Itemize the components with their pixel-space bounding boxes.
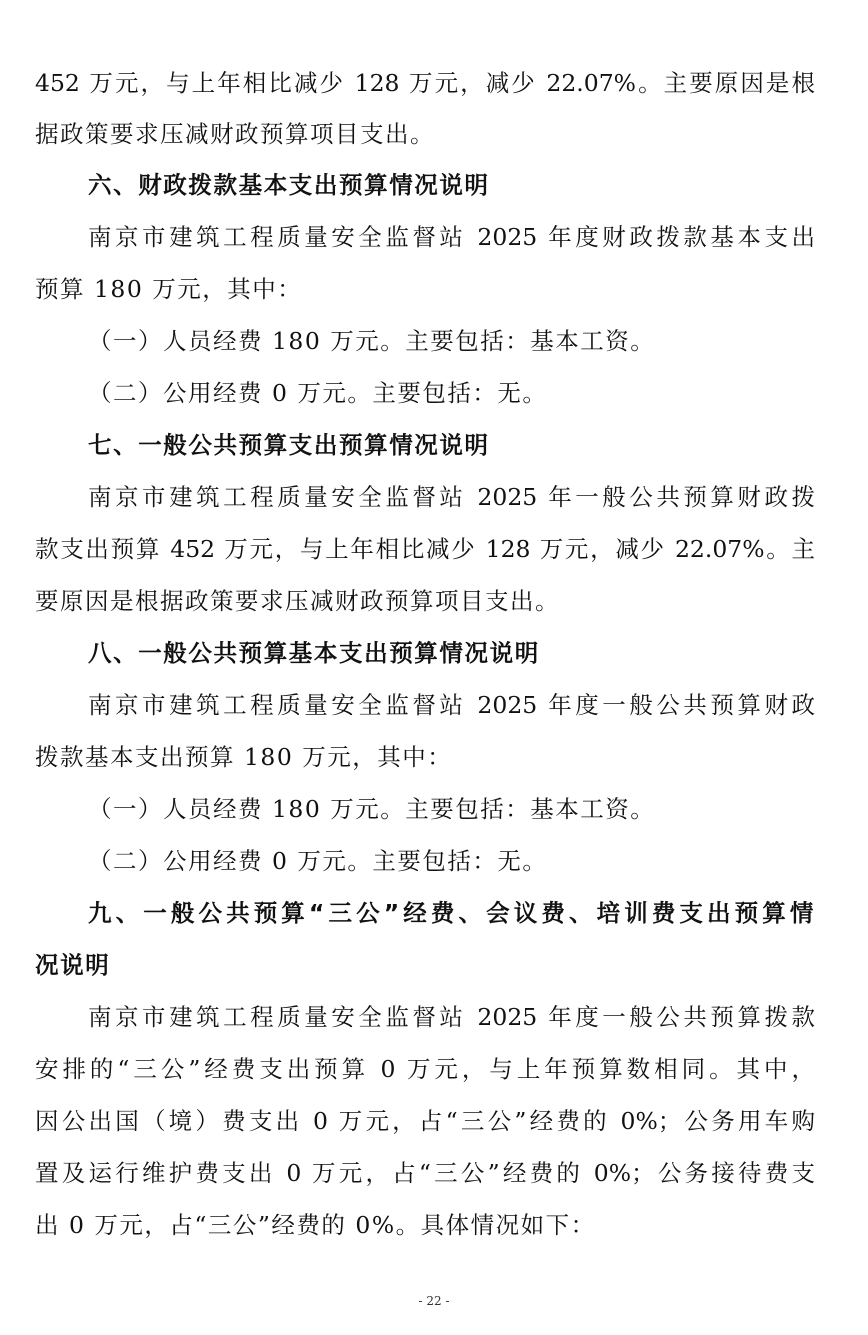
list-item: （二）公用经费 0 万元。主要包括：无。 <box>88 847 548 875</box>
body-text-line: 款支出预算 452 万元，与上年相比减少 128 万元，减少 22.07%。主 <box>35 535 815 563</box>
body-text-line: 出 0 万元，占“三公”经费的 0%。具体情况如下： <box>35 1211 596 1239</box>
page-number: - 22 - <box>418 1294 450 1308</box>
body-text-line: 要原因是根据政策要求压减财政预算项目支出。 <box>35 587 560 615</box>
body-text-line: 南京市建筑工程质量安全监督站 2025 年一般公共预算财政拨 <box>88 483 815 511</box>
body-text-line: 南京市建筑工程质量安全监督站 2025 年度财政拨款基本支出 <box>88 223 815 251</box>
body-text-line: 预算 180 万元，其中： <box>35 275 303 303</box>
section-heading-6: 六、财政拨款基本支出预算情况说明 <box>88 171 490 199</box>
body-text-line: 据政策要求压减财政预算项目支出。 <box>35 120 435 148</box>
body-text-line: 安排的“三公”经费支出预算 0 万元，与上年预算数相同。其中， <box>35 1055 815 1083</box>
body-text-line: 因公出国（境）费支出 0 万元，占“三公”经费的 0%；公务用车购 <box>35 1107 815 1135</box>
list-item: （一）人员经费 180 万元。主要包括：基本工资。 <box>88 327 656 355</box>
body-text-line: 南京市建筑工程质量安全监督站 2025 年度一般公共预算拨款 <box>88 1003 815 1031</box>
body-text-line: 拨款基本支出预算 180 万元，其中： <box>35 743 453 771</box>
list-item: （二）公用经费 0 万元。主要包括：无。 <box>88 379 548 407</box>
list-item: （一）人员经费 180 万元。主要包括：基本工资。 <box>88 795 656 823</box>
section-heading-8: 八、一般公共预算基本支出预算情况说明 <box>88 639 540 667</box>
body-text-line: 南京市建筑工程质量安全监督站 2025 年度一般公共预算财政 <box>88 691 815 719</box>
section-heading-9: 九、一般公共预算“三公”经费、会议费、培训费支出预算情 <box>88 899 815 927</box>
body-text-line: 452 万元，与上年相比减少 128 万元，减少 22.07%。主要原因是根 <box>35 69 815 97</box>
section-heading-7: 七、一般公共预算支出预算情况说明 <box>88 431 490 459</box>
body-text-line: 置及运行维护费支出 0 万元，占“三公”经费的 0%；公务接待费支 <box>35 1159 815 1187</box>
section-heading-9-continued: 况说明 <box>35 951 111 979</box>
